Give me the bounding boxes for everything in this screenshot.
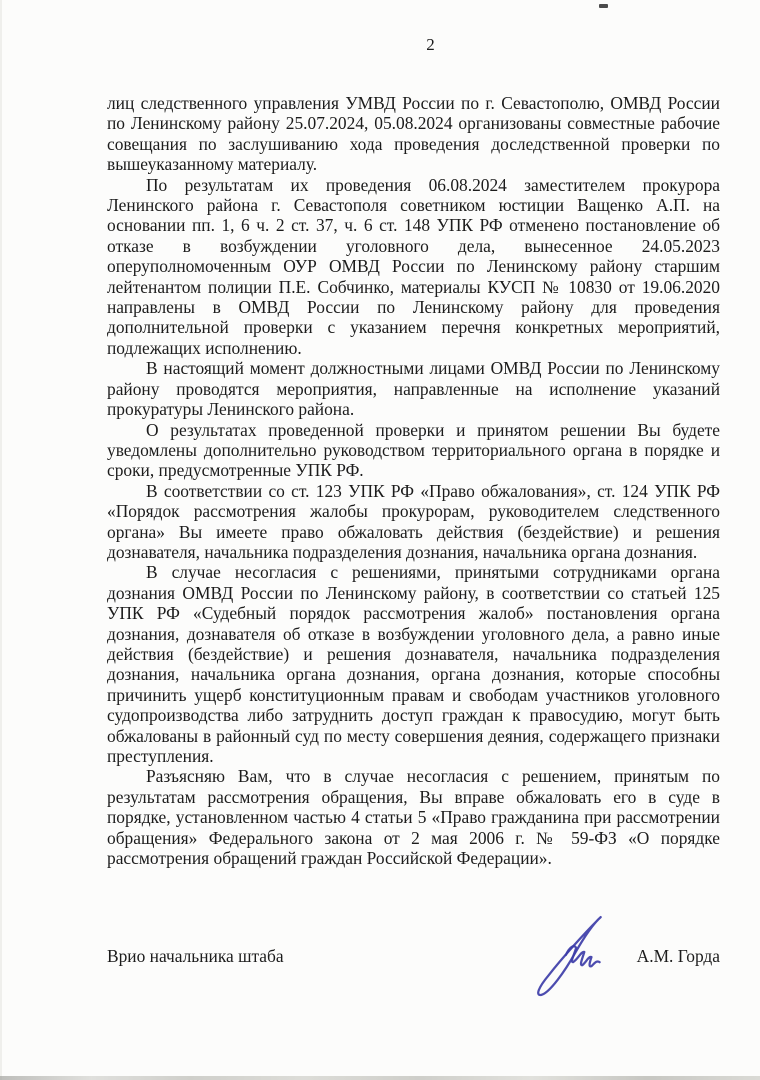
scan-edge-left	[0, 0, 2, 1080]
paragraph: В случае несогласия с решениями, принятыми сотрудниками органа дознания ОМВД России по Ленинскому району, в соответствии со статьей 125 УПК РФ «Судебный порядок рассмотрения жалоб» постановления органа дознания, дознавателя об отказе в возбуждении уголовного дела, а равно иные действия (бездействие) и решения дознавателя, начальника подразделения дознания, начальника органа дознания, органа дознания, которые способны причинить ущерб конституционным правам и свободам участников уголовного судопроизводства либо затруднить доступ граждан к правосудию, могут быть обжалованы в районный суд по месту совершения деяния, содержащего признаки преступления.	[107, 562, 720, 766]
signature-scribble	[532, 912, 608, 1000]
page-number: 2	[426, 35, 435, 54]
paragraph: О результатах проведенной проверки и принятом решении Вы будете уведомлены дополнительно руководством территориального органа в порядке и сроки, предусмотренные УПК РФ.	[107, 419, 720, 481]
scan-edge	[0, 1076, 760, 1080]
paragraph: По результатам их проведения 06.08.2024 заместителем прокурора Ленинского района г. Севастополя советником юстиции Ващенко А.П. на основании пп. 1, 6 ч. 2 ст. 37, ч. 6 ст. 148 УПК РФ отменено постановление об отказе в возбуждении уголовного дела, вынесенное 24.05.2023 оперуполномоченным ОУР ОМВД России по Ленинскому району старшим лейтенантом полиции П.Е. Собчинко, материалы КУСП № 10830 от 19.06.2020 направлены в ОМВД России по Ленинскому району для проведения дополнительной проверки с указанием перечня конкретных мероприятий, подлежащих исполнению.	[107, 174, 720, 358]
paragraph: В настоящий момент должностными лицами ОМВД России по Ленинскому району проводятся мероприятия, направленные на исполнение указаний прокуратуры Ленинского района.	[107, 358, 720, 420]
signer-position: Врио начальника штаба	[107, 946, 284, 966]
scan-artifact	[599, 4, 608, 8]
paragraph: лиц следственного управления УМВД России по г. Севастополю, ОМВД России по Ленинскому району 25.07.2024, 05.08.2024 организованы совместные рабочие совещания по заслушиванию хода проведения доследственной проверки по вышеуказанному материалу.	[107, 93, 720, 175]
paragraph-list	[107, 93, 720, 868]
paragraph: В соответствии со ст. 123 УПК РФ «Право обжалования», ст. 124 УПК РФ «Порядок рассмотрения жалобы прокурорам, руководителем следственного органа» Вы имеете право обжаловать действия (бездействие) и решения дознавателя, начальника подразделения дознания, начальника органа дознания.	[107, 480, 720, 562]
signer-name: А.М. Горда	[636, 946, 720, 966]
paragraph: Разъясняю Вам, что в случае несогласия с решением, принятым по результатам рассмотрения обращения, Вы вправе обжаловать его в суде в порядке, установленном частью 4 статьи 5 «Право гражданина при рассмотрении обращения» Федерального закона от 2 мая 2006 г. № 59-ФЗ «О порядке рассмотрения обращений граждан Российской Федерации».	[107, 766, 720, 869]
signature-block	[107, 946, 720, 966]
